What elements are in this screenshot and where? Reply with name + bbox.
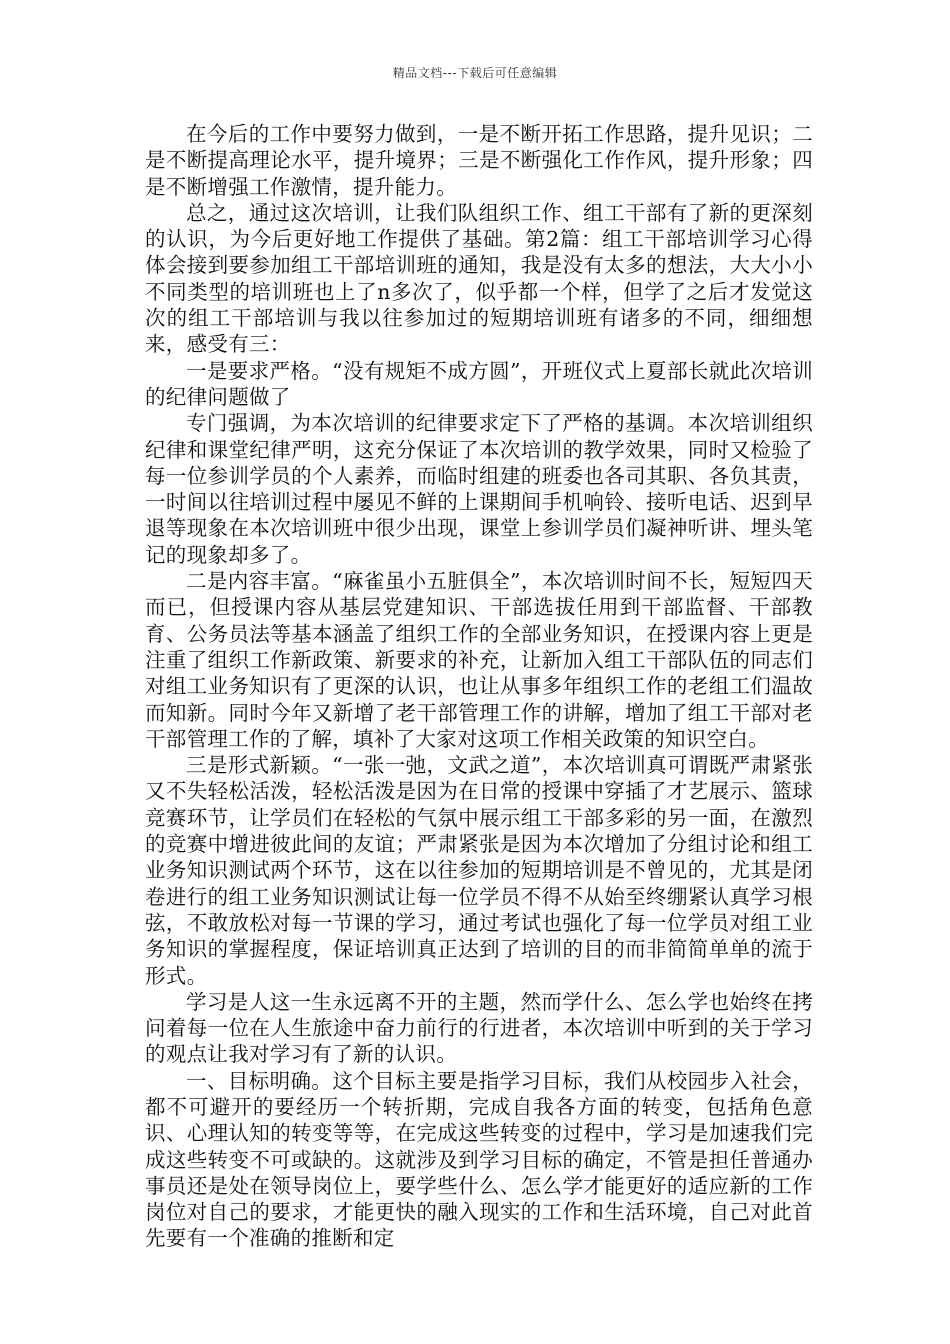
paragraph: 学习是人这一生永远离不开的主题，然而学什么、怎么学也始终在拷问着每一位在人生旅途中奋力前行的行进者，本次培训中听到的关于学习的观点让我对学习有了新的认识。 — [145, 989, 813, 1067]
document-body — [145, 121, 813, 1252]
paragraph: 专门强调，为本次培训的纪律要求定下了严格的基调。本次培训组织纪律和课堂纪律严明，这充分保证了本次培训的教学效果，同时又检验了每一位参训学员的个人素养，而临时组建的班委也各司其职、各负其责，一时间以往培训过程中屡见不鲜的上课期间手机响铃、接听电话、迟到早退等现象在本次培训班中很少出现，课堂上参训学员们凝神听讲、埋头笔记的现象却多了。 — [145, 411, 813, 567]
paragraph: 一是要求严格。“没有规矩不成方圆”，开班仪式上夏部长就此次培训的纪律问题做了 — [145, 358, 813, 409]
paragraph: 三是形式新颖。“一张一弛，文武之道”，本次培训真可谓既严肃紧张又不失轻松活泼，轻松活泼是因为在日常的授课中穿插了才艺展示、篮球竞赛环节，让学员们在轻松的气氛中展示组工干部多彩的另一面，在激烈的竞赛中增进彼此间的友谊；严肃紧张是因为本次增加了分组讨论和组工业务知识测试两个环节，这在以往参加的短期培训是不曾见的，尤其是闭卷进行的组工业务知识测试让每一位学员不得不从始至终绷紧认真学习根弦，不敢放松对每一节课的学习，通过考试也强化了每一位学员对组工业务知识的掌握程度，保证培训真正达到了培训的目的而非简简单单的流于形式。 — [145, 753, 813, 988]
page-header: 精品文档---下载后可任意编辑 — [392, 66, 558, 80]
paragraph: 二是内容丰富。“麻雀虽小五脏俱全”，本次培训时间不长，短短四天而已，但授课内容从基层党建知识、干部选拔任用到干部监督、干部教育、公务员法等基本涵盖了组织工作的全部业务知识，在授课内容上更是注重了组织工作新政策、新要求的补充，让新加入组工干部队伍的同志们对组工业务知识有了更深的认识，也让从事多年组织工作的老组工们温故而知新。同时今年又新增了老干部管理工作的讲解，增加了组工干部对老干部管理工作的了解，填补了大家对这项工作相关政策的知识空白。 — [145, 569, 813, 751]
paragraph: 总之，通过这次培训，让我们队组织工作、组工干部有了新的更深刻的认识，为今后更好地工作提供了基础。第2篇：组工干部培训学习心得体会接到要参加组工干部培训班的通知，我是没有太多的想法，大大小小不同类型的培训班也上了n多次了，似乎都一个样，但学了之后才发觉这次的组工干部培训与我以往参加过的短期培训班有诸多的不同，细细想来，感受有三： — [145, 200, 813, 357]
paragraph: 在今后的工作中要努力做到，一是不断开拓工作思路，提升见识；二是不断提高理论水平，提升境界；三是不断强化工作作风，提升形象；四是不断增强工作激情，提升能力。 — [145, 122, 813, 199]
paragraph: 一、目标明确。这个目标主要是指学习目标，我们从校园步入社会，都不可避开的要经历一个转折期，完成自我各方面的转变，包括角色意识、心理认知的转变等等，在完成这些转变的过程中，学习是加速我们完成这些转变不可或缺的。这就涉及到学习目标的确定，不管是担任普通办事员还是处在领导岗位上，要学些什么、怎么学才能更好的适应新的工作岗位对自己的要求，才能更快的融入现实的工作和生活环境，自己对此首先要有一个准确的推断和定 — [145, 1068, 813, 1251]
